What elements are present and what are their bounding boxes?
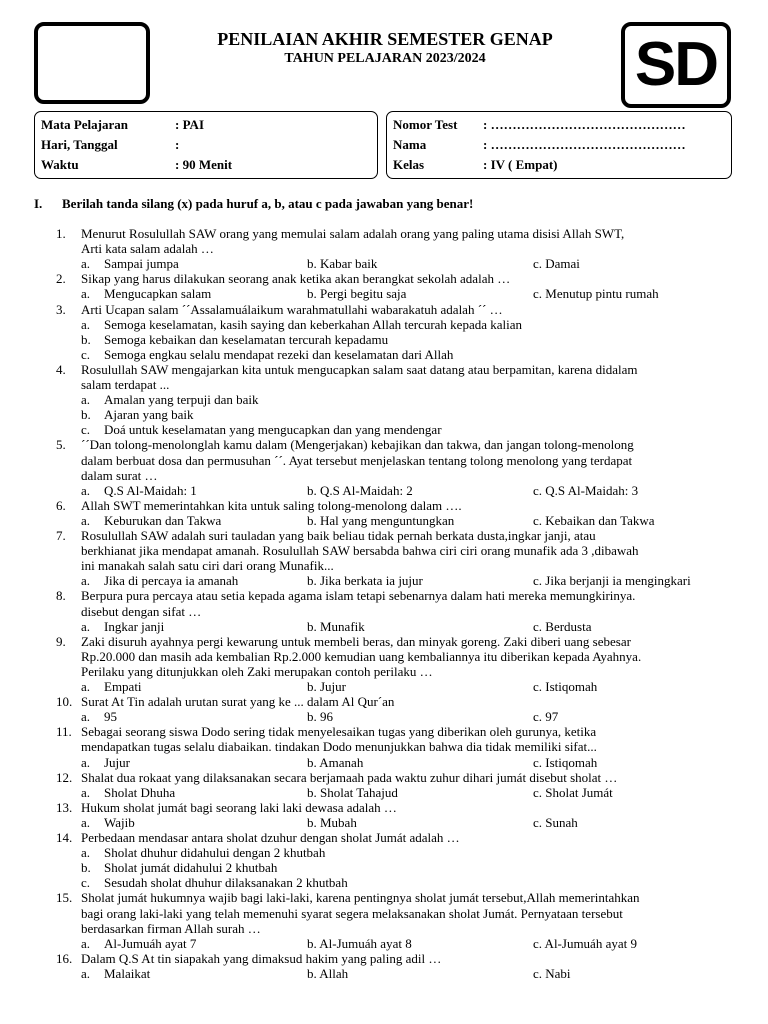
option-text: 95 — [104, 709, 117, 725]
option-letter: c. — [81, 346, 91, 362]
question-number: 2. — [56, 271, 66, 287]
exam-title: PENILAIAN AKHIR SEMESTER GENAP — [217, 29, 553, 49]
question-number: 7. — [56, 528, 66, 543]
duration-label: Waktu — [41, 157, 79, 172]
option-text: b. Jika berkata ia jujur — [307, 573, 423, 589]
name-field[interactable]: : ……………………………………… — [483, 137, 686, 152]
option-text: Sampai jumpa — [104, 256, 179, 272]
question-text: Rosulullah SAW adalah suri tauladan yang baik beliau tidak pernah berkata dusta,ingkar janji, atau — [81, 528, 596, 543]
option-text: c. Berdusta — [533, 618, 592, 634]
option-letter: a. — [81, 814, 91, 830]
option-text: b. Kabar baik — [307, 256, 378, 272]
question-text: Sholat jumát hukumnya wajib bagi laki-laki, karena pentingnya sholat jumát tersebut,Allah memerintahkan — [81, 890, 640, 906]
option-letter: a. — [81, 512, 91, 528]
option-text: Empati — [104, 679, 142, 694]
question-text: salam terdapat ... — [81, 377, 170, 392]
question-text: ini manakah salah satu ciri dari orang Munafik... — [81, 558, 334, 574]
question-text: Menurut Rosulullah SAW orang yang memulai salam adalah orang yang paling utama disisi Allah SWT, — [81, 226, 625, 241]
option-text: Jujur — [104, 754, 130, 770]
option-text: Al-Jumuáh ayat 7 — [104, 935, 197, 951]
option-letter: a. — [81, 482, 91, 498]
option-text: Semoga engkau selalu mendapat rezeki dan keselamatan dari Allah — [104, 346, 454, 362]
option-text: c. Menutup pintu rumah — [533, 286, 659, 302]
option-text: b. Mubah — [307, 814, 357, 830]
option-text: b. Pergi begitu saja — [307, 286, 407, 302]
option-text: Sesudah sholat dhuhur dilaksanakan 2 khutbah — [104, 875, 348, 891]
option-text: b. Munafik — [307, 618, 365, 634]
option-text: Mengucapkan salam — [104, 286, 212, 302]
option-text: Amalan yang terpuji dan baik — [104, 392, 259, 408]
option-text: c. Jika berjanji ia mengingkari — [533, 573, 691, 589]
date-label: Hari, Tanggal — [41, 137, 118, 152]
question-text: Rosulullah SAW mengajarkan kita untuk mengucapkan salam saat datang atau berpamitan, karena didalam — [81, 361, 638, 377]
section-number: I. — [34, 196, 43, 211]
question-text: Dalam Q.S At tin siapakah yang dimaksud hakim yang paling adil … — [81, 950, 442, 966]
option-text: b. Q.S Al-Maidah: 2 — [307, 482, 413, 498]
option-text: c. Kebaikan dan Takwa — [533, 512, 655, 528]
test-number-label: Nomor Test — [393, 117, 458, 132]
option-text: c. Nabi — [533, 965, 571, 981]
option-letter: a. — [81, 618, 91, 634]
option-letter: a. — [81, 845, 91, 861]
option-text: Semoga kebaikan dan keselamatan tercurah kepadamu — [104, 331, 389, 347]
question-text: berkhianat jika mendapat amanah. Rosulullah SAW bersabda bahwa ciri ciri orang munafik ada 3 ,dibawah — [81, 543, 639, 559]
question-text: dalam surat … — [81, 467, 158, 483]
option-letter: b. — [81, 407, 91, 423]
question-text: Arti Ucapan salam ´´Assalamuálaikum warahmatullahi wabarakatuh adalah ´´ … — [81, 301, 503, 317]
option-text: b. 96 — [307, 709, 333, 725]
question-number: 13. — [56, 799, 73, 815]
question-text: Arti kata salam adalah … — [81, 241, 214, 257]
option-text: b. Allah — [307, 965, 349, 981]
option-text: b. Jujur — [307, 679, 346, 694]
question-number: 9. — [56, 633, 66, 649]
question-text: Sebagai seorang siswa Dodo sering tidak menyelesaikan tugas yang diberikan oleh gurunya, ketika — [81, 724, 597, 740]
option-letter: a. — [81, 784, 91, 800]
option-text: Ajaran yang baik — [104, 407, 194, 423]
question-number: 6. — [56, 497, 66, 513]
logo-placeholder-box — [34, 22, 150, 104]
question-number: 16. — [56, 950, 73, 966]
question-text: ´´Dan tolong-menolonglah kamu dalam (Mengerjakan) kebajikan dan takwa, dan jangan tolong-menolong — [81, 437, 634, 453]
option-text: b. Amanah — [307, 754, 364, 770]
test-number-field[interactable]: : ……………………………………… — [483, 117, 686, 132]
question-text: Perilaku yang ditunjukkan oleh Zaki merupakan contoh perilaku … — [81, 663, 433, 679]
question-text: Hukum sholat jumát bagi seorang laki laki dewasa adalah … — [81, 799, 397, 815]
question-text: Zaki disuruh ayahnya pergi kewarung untuk membeli beras, dan minyak goreng. Zaki diberi uang sebesar — [81, 633, 631, 649]
question-number: 12. — [56, 769, 73, 785]
class-label: Kelas — [393, 157, 425, 172]
subject-value: : PAI — [175, 117, 205, 132]
class-value: : IV ( Empat) — [483, 157, 558, 172]
option-letter: a. — [81, 935, 91, 951]
option-text: b. Sholat Tahajud — [307, 784, 398, 800]
question-number: 4. — [56, 361, 66, 377]
question-number: 15. — [56, 890, 73, 906]
option-text: Sholat Dhuha — [104, 784, 176, 800]
option-letter: a. — [81, 573, 91, 589]
student-info-box — [386, 111, 732, 179]
option-letter: a. — [81, 392, 91, 408]
question-number: 14. — [56, 830, 73, 845]
question-text: Allah SWT memerintahkan kita untuk saling tolong-menolong dalam …. — [81, 497, 462, 513]
option-text: c. 97 — [533, 709, 559, 725]
subject-info-box — [34, 111, 378, 179]
option-letter: a. — [81, 679, 91, 694]
option-text: Sholat dhuhur didahului dengan 2 khutbah — [104, 845, 326, 861]
option-text: c. Damai — [533, 256, 580, 272]
option-text: c. Istiqomah — [533, 679, 598, 694]
option-text: Jika di percaya ia amanah — [104, 573, 239, 589]
school-level-text: SD — [634, 30, 718, 99]
question-text: berdasarkan firman Allah surah … — [81, 920, 261, 936]
option-text: Q.S Al-Maidah: 1 — [104, 482, 197, 498]
question-number: 5. — [56, 437, 66, 453]
question-text: Rp.20.000 dan masih ada kembalian Rp.2.000 kemudian uang kembaliannya itu diberikan kepada Ayahnya. — [81, 648, 642, 664]
question-text: Perbedaan mendasar antara sholat dzuhur dengan sholat Jumát adalah … — [81, 830, 460, 845]
question-text: dalam berbuat dosa dan permusuhan ´´. Ayat tersebut menjelaskan tentang tolong menolong yang terdapat — [81, 452, 633, 468]
question-text: bagi orang laki-laki yang telah memenuhi syarat segera melaksanakan sholat Jumát. Pernyataan tersebut — [81, 905, 623, 921]
date-value: : — [175, 137, 180, 152]
option-letter: a. — [81, 709, 91, 725]
option-letter: a. — [81, 256, 91, 272]
option-text: Malaikat — [104, 965, 151, 981]
option-letter: b. — [81, 860, 91, 876]
question-number: 8. — [56, 588, 66, 604]
option-text: c. Q.S Al-Maidah: 3 — [533, 482, 639, 498]
question-number: 1. — [56, 226, 66, 241]
option-text: Sholat jumát didahului 2 khutbah — [104, 860, 278, 876]
instruction-text: Berilah tanda silang (x) pada huruf a, b, atau c pada jawaban yang benar! — [62, 196, 474, 211]
option-letter: b. — [81, 331, 91, 347]
option-letter: a. — [81, 286, 91, 302]
question-text: disebut dengan sifat … — [81, 603, 202, 619]
question-number: 11. — [56, 724, 72, 740]
option-text: Semoga keselamatan, kasih saying dan keberkahan Allah tercurah kepada kalian — [104, 316, 523, 332]
option-text: Keburukan dan Takwa — [104, 512, 222, 528]
question-text: Surat At Tin adalah urutan surat yang ke ... dalam Al Qur´an — [81, 694, 395, 710]
option-text: b. Al-Jumuáh ayat 8 — [307, 935, 412, 951]
option-text: Ingkar janji — [104, 618, 165, 634]
question-text: Shalat dua rokaat yang dilaksanakan secara berjamaah pada waktu zuhur dihari jumát disebut sholat … — [81, 769, 618, 785]
option-letter: a. — [81, 965, 91, 981]
option-text: c. Sunah — [533, 814, 578, 830]
option-text: Wajib — [104, 814, 135, 830]
question-text: Sikap yang harus dilakukan seorang anak ketika akan berangkat sekolah adalah … — [81, 271, 511, 287]
option-text: c. Al-Jumuáh ayat 9 — [533, 935, 637, 951]
duration-value: : 90 Menit — [175, 157, 233, 172]
option-letter: c. — [81, 422, 91, 438]
option-text: Doá untuk keselamatan yang mengucapkan dan yang mendengar — [104, 422, 442, 438]
school-level-badge — [621, 22, 731, 108]
section-instruction — [34, 196, 473, 212]
question-number: 10. — [56, 694, 73, 710]
option-text: c. Istiqomah — [533, 754, 598, 770]
name-label: Nama — [393, 137, 427, 152]
option-text: b. Hal yang menguntungkan — [307, 512, 455, 528]
option-letter: c. — [81, 875, 91, 891]
question-number: 3. — [56, 301, 66, 317]
question-text: mendapatkan tugas selalu diabaikan. tindakan Dodo menunjukkan bahwa dia tidak memiliki sifat... — [81, 739, 597, 755]
option-letter: a. — [81, 316, 91, 332]
option-letter: a. — [81, 754, 91, 770]
question-text: Berpura pura percaya atau setia kepada agama islam tetapi sebenarnya dalam hati mereka memungkirinya. — [81, 588, 636, 604]
academic-year: TAHUN PELAJARAN 2023/2024 — [284, 51, 486, 66]
subject-label: Mata Pelajaran — [41, 117, 129, 132]
option-text: c. Sholat Jumát — [533, 784, 613, 800]
